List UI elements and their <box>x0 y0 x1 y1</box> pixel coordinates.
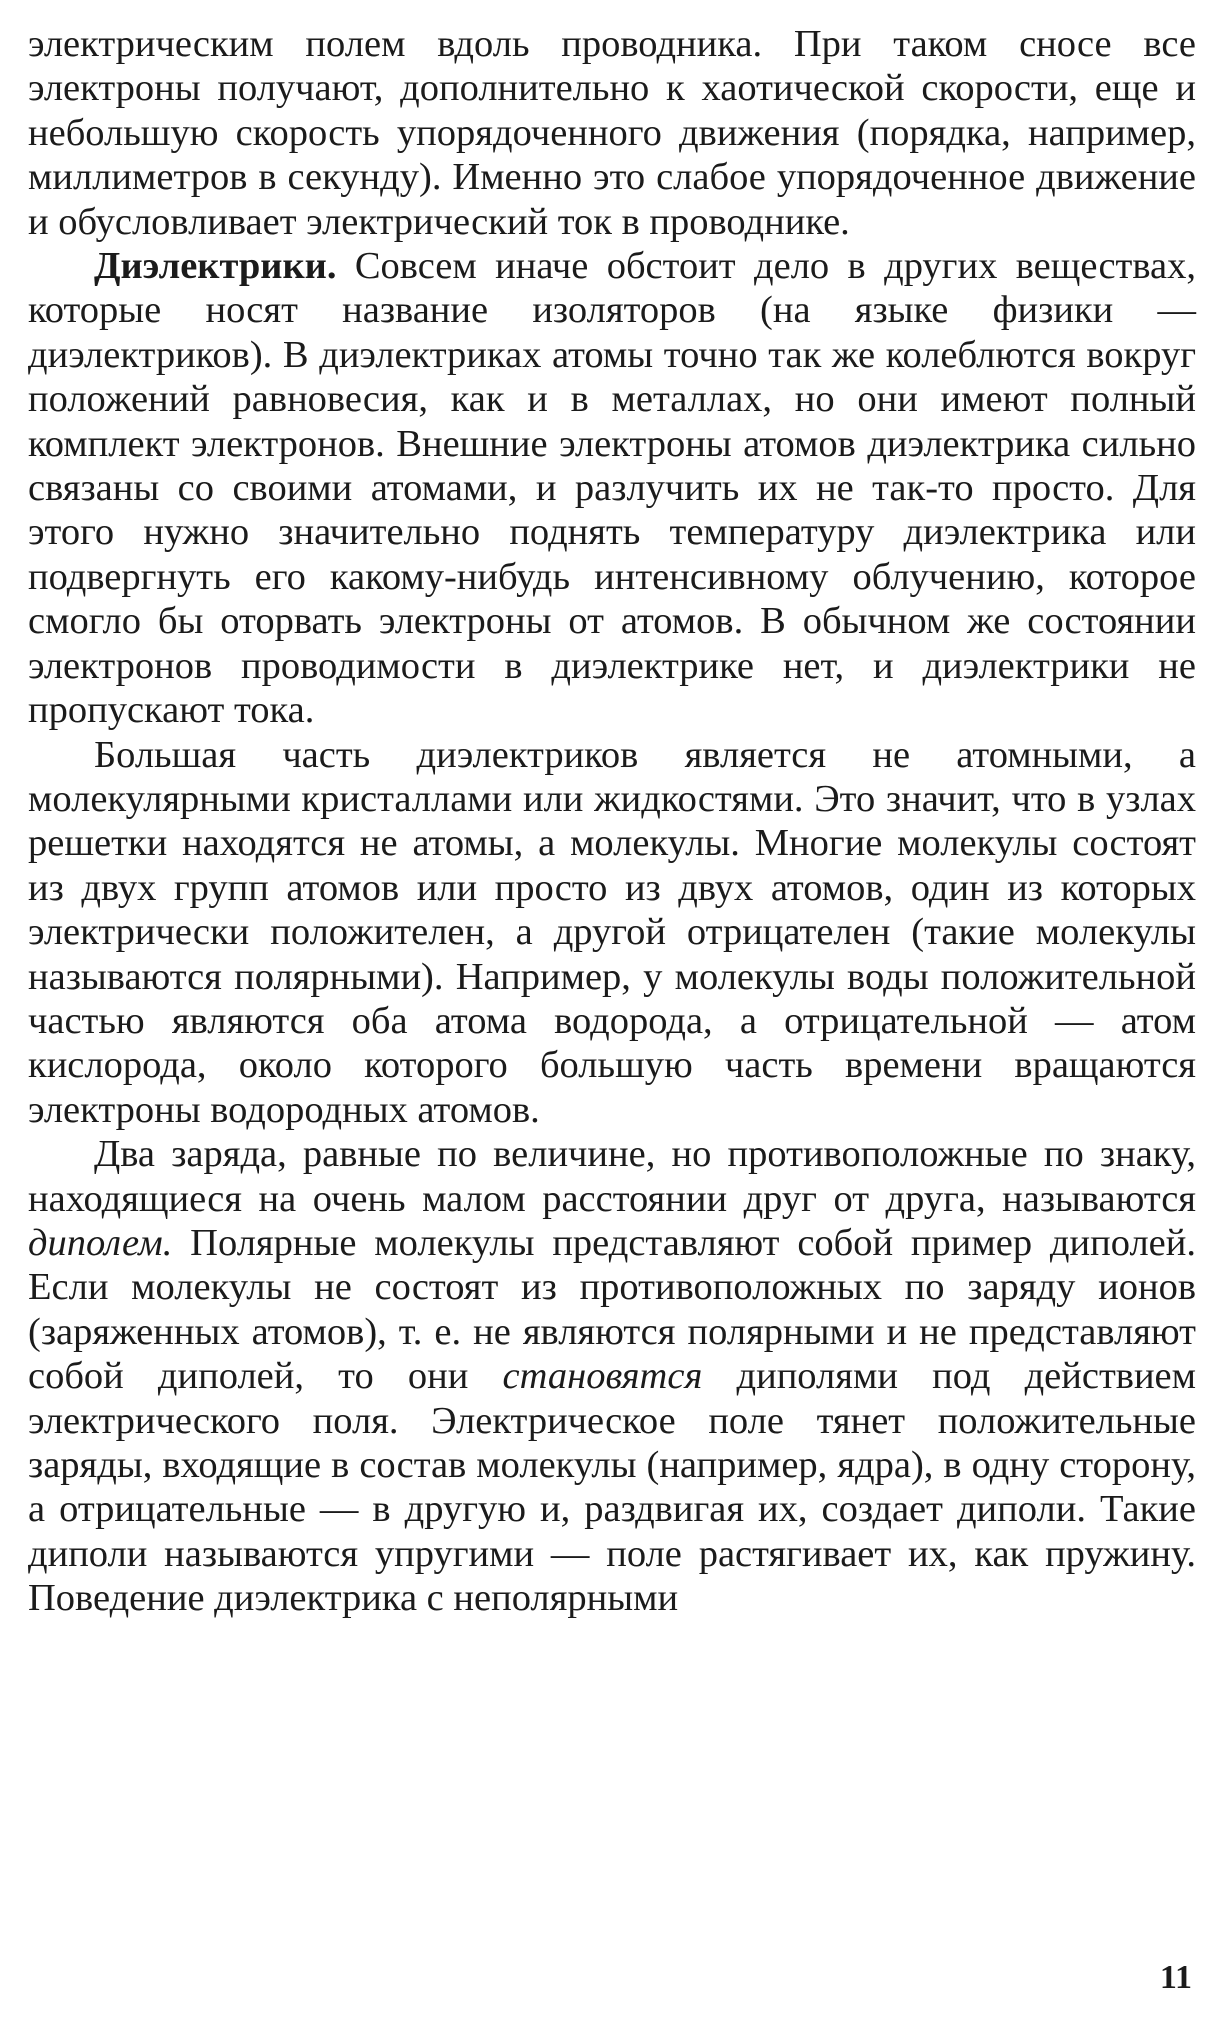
term-dipole: диполем. <box>28 1221 173 1264</box>
paragraph-text: Большая часть диэлектриков является не атомными, а молекулярными кристаллами или жидкостями. Это значит, что в узлах решетки находятся не атомы, а молекулы. Многие молекулы состоят из двух групп атомов или просто из двух атомов, один из которых электрически положителен, а другой отрицателен (такие молекулы называются полярными). Например, у молекулы воды положительной частью являются оба атома водорода, а отрицательной — атом кислорода, около которого большую часть времени вращаются электроны водородных атомов. <box>28 733 1196 1131</box>
paragraph-continuation <box>28 22 1196 244</box>
page-number: 11 <box>1159 1959 1192 1996</box>
paragraph-dielectrics <box>28 244 1196 732</box>
paragraph-text: Совсем иначе обстоит дело в других веществах, которые носят название изоляторов (на языке физики — диэлектриков). В диэлектриках атомы точно так же колеблются вокруг положений равновесия, как и в металлах, но они имеют полный комплект электронов. Внешние электроны атомов диэлектрика сильно связаны со своими атомами, и разлучить их не так-то просто. Для этого нужно значительно поднять температуру диэлектрика или подвергнуть его какому-нибудь интенсивному облучению, которое смогло бы оторвать электроны от атомов. В обычном же состоянии электронов проводимости в диэлектрике нет, и диэлектрики не пропускают тока. <box>28 245 1196 732</box>
paragraph-dipole <box>28 1132 1196 1620</box>
page-text <box>28 22 1196 2002</box>
term-become: становятся <box>502 1355 703 1398</box>
paragraph-text: Полярные молекулы представляют собой пример диполей. Если молекулы не состоят из противоположных по заряду ионов (заряженных атомов), т. е. не являются полярными и не представляют собой диполей, то они <box>28 1221 1196 1398</box>
paragraph-text: диполями под действием электрического поля. Электрическое поле тянет положительные заряды, входящие в состав молекулы (например, ядра), в одну сторону, а отрицательные — в другую и, раздвигая их, создает диполи. Такие диполи называются упругими — поле растягивает их, как пружину. Поведение диэлектрика с неполярными <box>28 1355 1197 1620</box>
paragraph-text: электрическим полем вдоль проводника. При таком сносе все электроны получают, дополнительно к хаотической скорости, еще и небольшую скорость упорядоченного движения (порядка, например, миллиметров в секунду). Именно это слабое упорядоченное движение и обусловливает электрический ток в проводнике. <box>28 23 1196 243</box>
paragraph-molecular <box>28 733 1196 1133</box>
section-heading-dielectrics: Диэлектрики. <box>94 245 337 288</box>
paragraph-text: Два заряда, равные по величине, но противоположные по знаку, находящиеся на очень малом расстоянии друг от друга, называются <box>28 1133 1196 1220</box>
